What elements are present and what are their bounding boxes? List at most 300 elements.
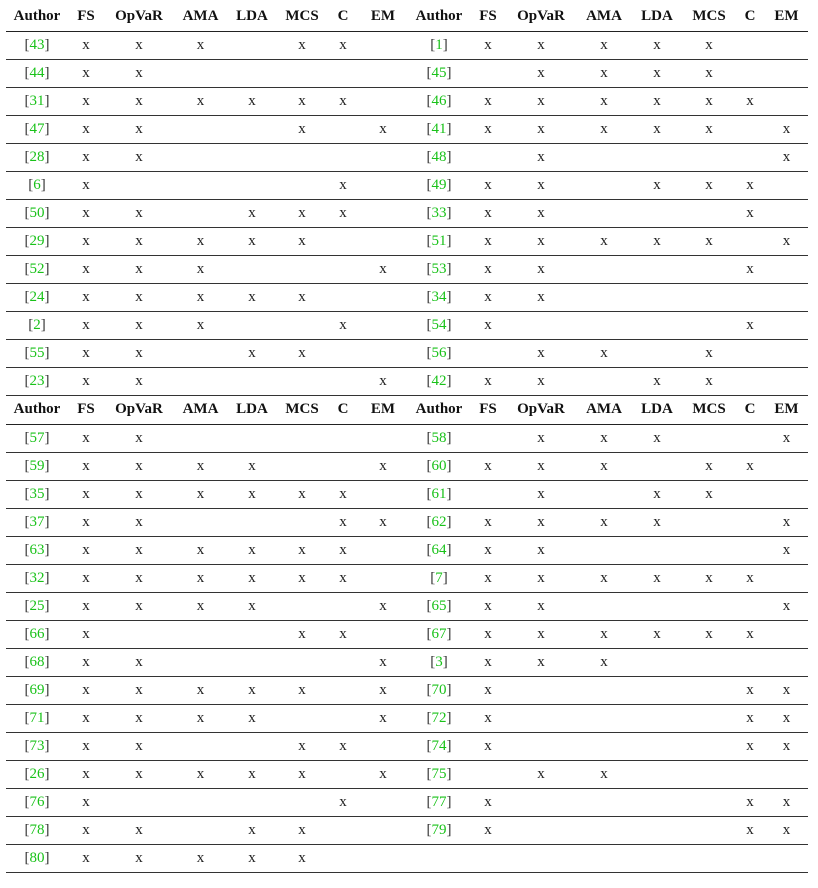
- citation-link[interactable]: 37: [29, 513, 45, 530]
- cell-opvar: x: [505, 283, 577, 311]
- cell-em: [765, 31, 808, 59]
- bracket-close: ]: [44, 485, 50, 502]
- cell-lda: [631, 536, 683, 564]
- cell-opvar: x: [505, 592, 577, 620]
- citation-link[interactable]: 67: [431, 625, 447, 642]
- cell-ama: [174, 508, 227, 536]
- cell-mcs: [277, 311, 327, 339]
- citation-link[interactable]: 23: [29, 372, 45, 389]
- cell-mcs: x: [277, 676, 327, 704]
- cell-em: [765, 339, 808, 367]
- author-citation: [6, 339, 68, 367]
- cell-mcs: x: [683, 452, 735, 480]
- cell-mcs: x: [277, 732, 327, 760]
- table-row: [6, 171, 808, 199]
- cell-em: x: [765, 592, 808, 620]
- cell-c: [735, 844, 765, 872]
- cell-opvar: x: [104, 367, 174, 395]
- cell-fs: [471, 760, 505, 788]
- citation-link[interactable]: 69: [29, 681, 45, 698]
- cell-opvar: x: [104, 508, 174, 536]
- column-header-em: EM: [765, 395, 808, 424]
- cell-em: [359, 283, 407, 311]
- citation-link[interactable]: 74: [431, 737, 447, 754]
- bracket-open: [: [24, 709, 30, 726]
- cell-ama: [174, 788, 227, 816]
- citation-link[interactable]: 33: [431, 204, 447, 221]
- cell-mcs: x: [683, 620, 735, 648]
- cell-mcs: [683, 424, 735, 452]
- bracket-open: [: [24, 64, 30, 81]
- cell-opvar: x: [104, 255, 174, 283]
- citation-link[interactable]: 26: [29, 765, 45, 782]
- cell-mcs: [683, 844, 735, 872]
- cell-lda: [227, 143, 277, 171]
- cell-c: x: [735, 564, 765, 592]
- table-row: [6, 676, 808, 704]
- citation-link[interactable]: 24: [29, 288, 45, 305]
- column-header-mcs: MCS: [683, 2, 735, 31]
- author-citation: [6, 31, 68, 59]
- cell-c: x: [735, 620, 765, 648]
- citation-link[interactable]: 79: [431, 821, 447, 838]
- cell-opvar: x: [104, 31, 174, 59]
- cell-opvar: [505, 704, 577, 732]
- citation-link[interactable]: 35: [29, 485, 45, 502]
- cell-lda: [227, 31, 277, 59]
- bracket-open: [: [24, 849, 30, 866]
- citation-link[interactable]: 62: [431, 513, 447, 530]
- cell-mcs: [683, 704, 735, 732]
- table-row: [6, 31, 808, 59]
- cell-mcs: x: [683, 87, 735, 115]
- cell-c: x: [735, 87, 765, 115]
- citation-link[interactable]: 64: [431, 541, 447, 558]
- cell-fs: x: [68, 648, 104, 676]
- cell-em: [359, 620, 407, 648]
- citation-link[interactable]: 34: [431, 288, 447, 305]
- cell-opvar: x: [104, 283, 174, 311]
- table-row: [6, 648, 808, 676]
- cell-opvar: x: [104, 59, 174, 87]
- bracket-open: [: [24, 541, 30, 558]
- cell-lda: x: [227, 452, 277, 480]
- cell-opvar: [505, 816, 577, 844]
- cell-c: [735, 31, 765, 59]
- bracket-close: ]: [446, 92, 452, 109]
- cell-c: x: [735, 816, 765, 844]
- citation-link[interactable]: 45: [431, 64, 447, 81]
- citation-link[interactable]: 49: [431, 176, 447, 193]
- table-row: [6, 508, 808, 536]
- cell-ama: [174, 732, 227, 760]
- table-row: [6, 592, 808, 620]
- citation-link[interactable]: 77: [431, 793, 447, 810]
- author-citation: [407, 592, 471, 620]
- bracket-open: [: [426, 316, 432, 333]
- bracket-close: ]: [446, 737, 452, 754]
- cell-ama: x: [174, 676, 227, 704]
- citation-link[interactable]: 46: [431, 92, 447, 109]
- cell-opvar: x: [104, 199, 174, 227]
- author-citation: [407, 367, 471, 395]
- cell-c: [735, 227, 765, 255]
- author-citation: [6, 59, 68, 87]
- cell-opvar: x: [505, 424, 577, 452]
- citation-link[interactable]: 7: [435, 569, 443, 586]
- bracket-open: [: [24, 457, 30, 474]
- bracket-open: [: [24, 429, 30, 446]
- author-citation: [407, 452, 471, 480]
- table-row: [6, 59, 808, 87]
- cell-mcs: x: [277, 816, 327, 844]
- bracket-close: ]: [44, 821, 50, 838]
- cell-em: [359, 31, 407, 59]
- table-row: [6, 564, 808, 592]
- bracket-close: ]: [44, 64, 50, 81]
- cell-c: [327, 115, 359, 143]
- bracket-close: ]: [44, 92, 50, 109]
- citation-link[interactable]: 42: [431, 372, 447, 389]
- cell-mcs: [683, 816, 735, 844]
- cell-opvar: x: [505, 115, 577, 143]
- cell-c: [327, 704, 359, 732]
- citation-link[interactable]: 75: [431, 765, 447, 782]
- cell-lda: x: [227, 592, 277, 620]
- citation-link[interactable]: 25: [29, 597, 45, 614]
- cell-lda: [631, 676, 683, 704]
- cell-mcs: [277, 367, 327, 395]
- bracket-close: ]: [446, 148, 452, 165]
- cell-ama: [174, 339, 227, 367]
- cell-opvar: x: [505, 508, 577, 536]
- cell-opvar: x: [104, 143, 174, 171]
- bracket-close: ]: [446, 793, 452, 810]
- author-citation: [407, 732, 471, 760]
- cell-mcs: x: [277, 564, 327, 592]
- cell-mcs: x: [683, 59, 735, 87]
- bracket-open: [: [426, 709, 432, 726]
- cell-opvar: x: [505, 564, 577, 592]
- cell-fs: x: [68, 620, 104, 648]
- cell-em: x: [765, 788, 808, 816]
- cell-fs: x: [68, 788, 104, 816]
- cell-c: [327, 143, 359, 171]
- citation-link[interactable]: 53: [431, 260, 447, 277]
- cell-em: [359, 480, 407, 508]
- author-citation: [6, 816, 68, 844]
- bracket-open: [: [24, 344, 30, 361]
- author-citation: [6, 564, 68, 592]
- bracket-open: [: [24, 485, 30, 502]
- cell-mcs: x: [277, 283, 327, 311]
- cell-opvar: x: [505, 648, 577, 676]
- cell-ama: [577, 592, 631, 620]
- cell-fs: x: [471, 676, 505, 704]
- cell-lda: [227, 788, 277, 816]
- cell-ama: [577, 171, 631, 199]
- citation-link[interactable]: 57: [29, 429, 45, 446]
- cell-mcs: x: [683, 31, 735, 59]
- citation-link[interactable]: 72: [431, 709, 447, 726]
- cell-lda: x: [631, 171, 683, 199]
- citation-link[interactable]: 80: [29, 849, 45, 866]
- bracket-open: [: [24, 821, 30, 838]
- cell-c: x: [735, 676, 765, 704]
- cell-lda: x: [227, 536, 277, 564]
- author-citation: [407, 760, 471, 788]
- citation-link[interactable]: 76: [29, 793, 45, 810]
- cell-lda: [227, 424, 277, 452]
- column-header-c: C: [327, 395, 359, 424]
- cell-lda: x: [227, 283, 277, 311]
- cell-em: x: [359, 452, 407, 480]
- cell-c: [327, 844, 359, 872]
- cell-fs: x: [471, 367, 505, 395]
- cell-c: [327, 760, 359, 788]
- author-citation: [6, 255, 68, 283]
- cell-mcs: [277, 508, 327, 536]
- bracket-close: ]: [44, 120, 50, 137]
- cell-em: [765, 452, 808, 480]
- cell-c: [327, 452, 359, 480]
- cell-mcs: [277, 143, 327, 171]
- cell-lda: [631, 143, 683, 171]
- citation-link[interactable]: 6: [33, 176, 41, 193]
- author-citation: [407, 564, 471, 592]
- table-row: [6, 704, 808, 732]
- bracket-close: ]: [446, 344, 452, 361]
- cell-mcs: [277, 592, 327, 620]
- column-header-lda: LDA: [631, 395, 683, 424]
- cell-lda: x: [631, 115, 683, 143]
- citation-link[interactable]: 51: [431, 232, 447, 249]
- bracket-open: [: [24, 372, 30, 389]
- citation-link[interactable]: 70: [431, 681, 447, 698]
- cell-lda: [227, 171, 277, 199]
- cell-mcs: x: [277, 620, 327, 648]
- cell-opvar: x: [104, 732, 174, 760]
- cell-em: x: [359, 115, 407, 143]
- bracket-close: ]: [44, 625, 50, 642]
- table-row: [6, 452, 808, 480]
- cell-mcs: [277, 424, 327, 452]
- author-citation: [407, 227, 471, 255]
- citation-link[interactable]: 44: [29, 64, 45, 81]
- author-citation: [407, 171, 471, 199]
- cell-opvar: x: [104, 592, 174, 620]
- cell-c: x: [735, 788, 765, 816]
- citation-link[interactable]: 47: [29, 120, 45, 137]
- citation-link[interactable]: 43: [29, 36, 45, 53]
- citation-link[interactable]: 60: [431, 457, 447, 474]
- bracket-close: ]: [44, 513, 50, 530]
- citation-link[interactable]: 3: [435, 653, 443, 670]
- cell-mcs: [277, 648, 327, 676]
- cell-c: [735, 283, 765, 311]
- cell-ama: x: [174, 255, 227, 283]
- citation-link[interactable]: 65: [431, 597, 447, 614]
- cell-fs: x: [68, 564, 104, 592]
- bracket-open: [: [426, 793, 432, 810]
- cell-lda: [631, 704, 683, 732]
- bracket-close: ]: [44, 372, 50, 389]
- cell-mcs: x: [683, 339, 735, 367]
- cell-mcs: x: [277, 480, 327, 508]
- column-header-fs: FS: [68, 395, 104, 424]
- bracket-close: ]: [446, 485, 452, 502]
- cell-fs: x: [471, 648, 505, 676]
- bracket-open: [: [24, 36, 30, 53]
- author-citation: [407, 508, 471, 536]
- citation-link[interactable]: 63: [29, 541, 45, 558]
- cell-fs: x: [471, 87, 505, 115]
- cell-opvar: x: [104, 760, 174, 788]
- citation-link[interactable]: 29: [29, 232, 45, 249]
- author-citation: [6, 620, 68, 648]
- bracket-close: ]: [44, 709, 50, 726]
- bracket-open: [: [24, 204, 30, 221]
- bracket-open: [: [426, 625, 432, 642]
- cell-lda: x: [631, 59, 683, 87]
- cell-fs: x: [471, 816, 505, 844]
- cell-mcs: [683, 143, 735, 171]
- bracket-close: ]: [44, 148, 50, 165]
- citation-link[interactable]: 54: [431, 316, 447, 333]
- author-citation: [6, 143, 68, 171]
- cell-c: [735, 367, 765, 395]
- citation-link[interactable]: 2: [33, 316, 41, 333]
- cell-lda: x: [631, 424, 683, 452]
- cell-em: [765, 311, 808, 339]
- cell-ama: x: [174, 31, 227, 59]
- cell-fs: x: [68, 199, 104, 227]
- author-citation: [407, 676, 471, 704]
- citation-link[interactable]: 50: [29, 204, 45, 221]
- column-header-ama: AMA: [174, 395, 227, 424]
- citation-link[interactable]: 28: [29, 148, 45, 165]
- cell-fs: x: [68, 115, 104, 143]
- cell-lda: [631, 311, 683, 339]
- cell-em: x: [359, 760, 407, 788]
- table-row: [6, 816, 808, 844]
- citation-link[interactable]: 58: [431, 429, 447, 446]
- cell-em: [359, 424, 407, 452]
- bracket-close: ]: [44, 597, 50, 614]
- citation-link[interactable]: 31: [29, 92, 45, 109]
- cell-lda: x: [227, 564, 277, 592]
- cell-em: [765, 87, 808, 115]
- citation-link[interactable]: 78: [29, 821, 45, 838]
- table-row: [6, 732, 808, 760]
- column-header-opvar: OpVaR: [505, 2, 577, 31]
- bracket-open: [: [24, 737, 30, 754]
- cell-em: x: [765, 704, 808, 732]
- cell-c: [735, 592, 765, 620]
- bracket-open: [: [24, 597, 30, 614]
- author-citation: [407, 199, 471, 227]
- citation-link[interactable]: 73: [29, 737, 45, 754]
- citation-link[interactable]: 1: [435, 36, 443, 53]
- column-header-mcs: MCS: [277, 2, 327, 31]
- bracket-close: ]: [446, 232, 452, 249]
- cell-opvar: [104, 788, 174, 816]
- cell-opvar: x: [104, 676, 174, 704]
- cell-opvar: x: [505, 31, 577, 59]
- author-citation: [407, 143, 471, 171]
- citation-link[interactable]: 68: [29, 653, 45, 670]
- cell-lda: [631, 452, 683, 480]
- bracket-open: [: [426, 513, 432, 530]
- bracket-close: ]: [44, 429, 50, 446]
- cell-c: x: [735, 704, 765, 732]
- citation-link[interactable]: 55: [29, 344, 45, 361]
- citation-link[interactable]: 41: [431, 120, 447, 137]
- cell-opvar: x: [104, 816, 174, 844]
- author-citation: [407, 536, 471, 564]
- cell-c: [735, 339, 765, 367]
- bracket-close: ]: [446, 513, 452, 530]
- cell-ama: x: [174, 844, 227, 872]
- cell-opvar: x: [505, 620, 577, 648]
- author-citation: [6, 508, 68, 536]
- cell-lda: [227, 508, 277, 536]
- cell-mcs: x: [277, 87, 327, 115]
- cell-lda: [227, 367, 277, 395]
- citation-link[interactable]: 48: [431, 148, 447, 165]
- cell-fs: x: [471, 732, 505, 760]
- cell-ama: [577, 255, 631, 283]
- cell-mcs: x: [277, 115, 327, 143]
- column-header-c: C: [327, 2, 359, 31]
- bracket-open: [: [24, 92, 30, 109]
- cell-em: [765, 255, 808, 283]
- citation-link[interactable]: 56: [431, 344, 447, 361]
- bracket-close: ]: [446, 625, 452, 642]
- bracket-open: [: [426, 681, 432, 698]
- column-header-author: Author: [407, 2, 471, 31]
- cell-lda: x: [227, 199, 277, 227]
- citation-link[interactable]: 66: [29, 625, 45, 642]
- cell-mcs: x: [277, 536, 327, 564]
- citation-link[interactable]: 32: [29, 569, 45, 586]
- author-citation: [6, 115, 68, 143]
- author-citation: [407, 339, 471, 367]
- bracket-open: [: [24, 569, 30, 586]
- cell-opvar: x: [505, 536, 577, 564]
- bracket-close: ]: [446, 316, 452, 333]
- cell-lda: x: [631, 620, 683, 648]
- bracket-open: [: [24, 120, 30, 137]
- bracket-close: ]: [44, 541, 50, 558]
- table-row: [6, 424, 808, 452]
- bracket-open: [: [426, 120, 432, 137]
- table-row: [6, 283, 808, 311]
- citation-link[interactable]: 71: [29, 709, 45, 726]
- author-citation: [6, 311, 68, 339]
- cell-ama: [577, 480, 631, 508]
- cell-ama: x: [577, 115, 631, 143]
- citation-link[interactable]: 52: [29, 260, 45, 277]
- cell-lda: x: [227, 339, 277, 367]
- cell-fs: x: [471, 115, 505, 143]
- cell-ama: x: [174, 592, 227, 620]
- cell-c: x: [327, 199, 359, 227]
- citation-link[interactable]: 59: [29, 457, 45, 474]
- cell-ama: x: [577, 452, 631, 480]
- cell-lda: [227, 648, 277, 676]
- citation-link[interactable]: 61: [431, 485, 447, 502]
